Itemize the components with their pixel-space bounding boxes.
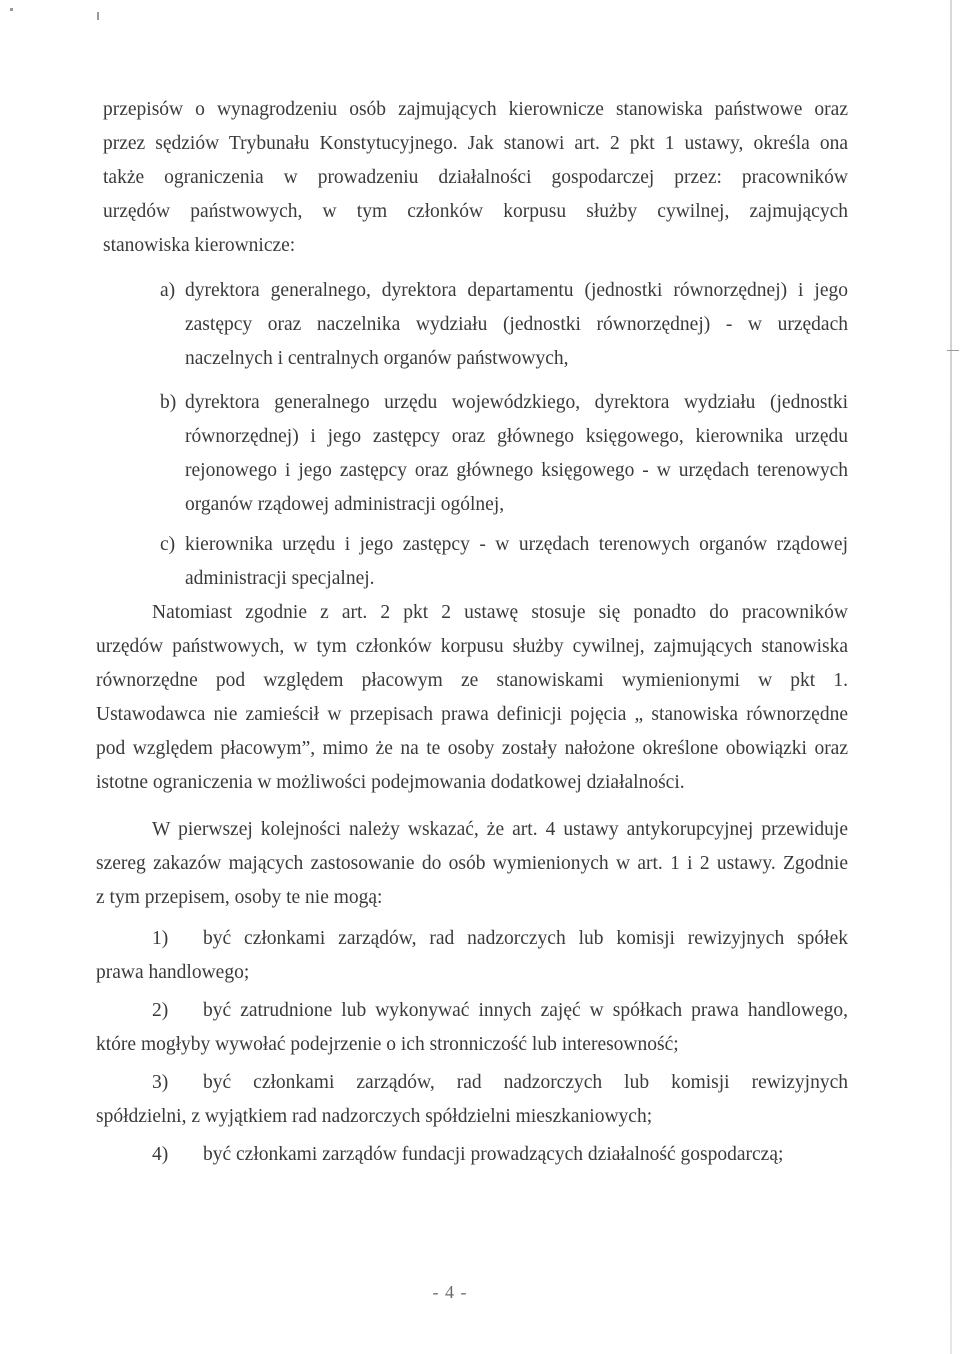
scan-speck (10, 8, 13, 11)
list-marker: a) (160, 280, 176, 301)
text-line: rejonowego i jego zastępcy oraz głównego księgowego - w urzędach terenowych (185, 460, 848, 481)
text-line: być zatrudnione lub wykonywać innych zajęć w spółkach prawa handlowego, (203, 1000, 848, 1021)
text-line: urzędów państwowych, w tym członków korpusu służby cywilnej, zajmujących (103, 201, 848, 222)
text-line: z tym przepisem, osoby te nie mogą: (96, 887, 383, 908)
text-line: stanowiska kierownicze: (103, 235, 296, 256)
list-marker: 1) (152, 928, 169, 949)
text-line: W pierwszej kolejności należy wskazać, że art. 4 ustawy antykorupcyjnej przewiduje (152, 819, 848, 840)
text-line: zastępcy oraz naczelnika wydziału (jednostki równorzędnej) - w urzędach (185, 314, 848, 335)
text-line: organów rządowej administracji ogólnej, (185, 494, 505, 515)
text-line: które mogłyby wywołać podejrzenie o ich stronniczość lub interesowność; (96, 1034, 679, 1055)
intro-paragraph (103, 93, 848, 263)
list-item-text (185, 274, 848, 376)
text-line: naczelnych i centralnych organów państwowych, (185, 348, 569, 369)
text-line: przepisów o wynagrodzeniu osób zajmujących kierownicze stanowiska państwowe oraz (103, 99, 848, 120)
text-line: administracji specjalnej. (185, 568, 375, 589)
text-line: przez sędziów Trybunału Konstytucyjnego. Jak stanowi art. 2 pkt 1 ustawy, określa ona (103, 133, 848, 154)
list-item-text-continuation (96, 1028, 796, 1062)
text-line: być członkami zarządów, rad nadzorczych lub komisji rewizyjnych (203, 1072, 848, 1093)
text-line: dyrektora generalnego urzędu wojewódzkiego, dyrektora wydziału (jednostki (185, 392, 848, 413)
list-item-text-continuation (96, 956, 796, 990)
paragraph-w-pierwszej (96, 813, 848, 915)
text-line: równorzędne pod względem płacowym ze stanowiskami wymienionymi w pkt 1. (96, 670, 848, 691)
page-number: - 4 - (432, 1282, 468, 1302)
list-item-text (185, 528, 848, 596)
scan-border-line (950, 0, 952, 1354)
list-marker: 3) (152, 1072, 169, 1093)
list-item-text (203, 994, 848, 1028)
list-marker: 2) (152, 1000, 169, 1021)
text-line: Ustawodawca nie zamieścił w przepisach prawa definicji pojęcia „ stanowiska równorzędne (96, 704, 848, 725)
text-line: równorzędnej) i jego zastępcy oraz głównego księgowego, kierownika urzędu (185, 426, 848, 447)
text-line: być członkami zarządów, rad nadzorczych lub komisji rewizyjnych spółek (203, 928, 848, 949)
text-line: kierownika urzędu i jego zastępcy - w urzędach terenowych organów rządowej (185, 534, 848, 555)
text-line: prawa handlowego; (96, 962, 250, 983)
text-line: Natomiast zgodnie z art. 2 pkt 2 ustawę stosuje się ponadto do pracowników (152, 602, 848, 623)
list-item-text (203, 1138, 848, 1172)
text-line: także ograniczenia w prowadzeniu działalności gospodarczej przez: pracowników (103, 167, 848, 188)
list-item-text-continuation (96, 1100, 796, 1134)
text-line: spółdzielni, z wyjątkiem rad nadzorczych spółdzielni mieszkaniowych; (96, 1106, 653, 1127)
list-marker: b) (160, 392, 177, 413)
list-item-text (203, 922, 848, 956)
list-marker: c) (160, 534, 176, 555)
list-item-text (203, 1066, 848, 1100)
list-marker: 4) (152, 1144, 169, 1165)
list-item-text (185, 386, 848, 522)
text-line: pod względem płacowym”, mimo że na te osoby zostały nałożone określone obowiązki oraz (96, 738, 848, 759)
text-line: istotne ograniczenia w możliwości podejmowania dodatkowej działalności. (96, 772, 685, 793)
text-line: być członkami zarządów fundacji prowadzących działalność gospodarczą; (203, 1144, 784, 1165)
text-line: dyrektora generalnego, dyrektora departamentu (jednostki równorzędnej) i jego (185, 280, 848, 301)
scan-speck (97, 12, 99, 20)
text-line: szereg zakazów mających zastosowanie do osób wymienionych w art. 1 i 2 ustawy. Zgodnie (96, 853, 848, 874)
paragraph-natomiast (96, 596, 848, 800)
scan-speck (947, 350, 959, 351)
text-line: urzędów państwowych, w tym członków korpusu służby cywilnej, zajmujących stanowiska (96, 636, 848, 657)
